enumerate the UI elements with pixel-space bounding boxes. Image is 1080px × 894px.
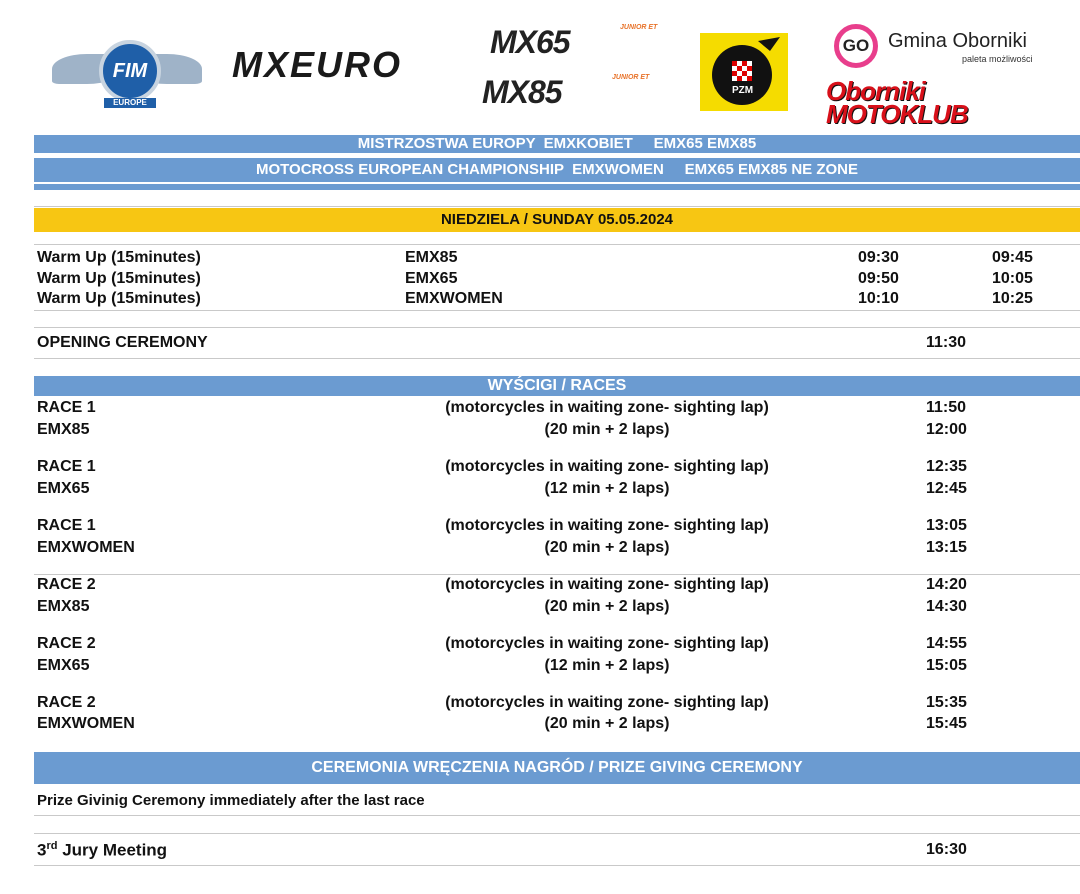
pzm-wheel-icon <box>700 33 788 111</box>
race-note: (motorcycles in waiting zone- sighting lap) <box>445 694 769 711</box>
day-title: NIEDZIELA / SUNDAY 05.05.2024 <box>440 211 674 228</box>
race-duration: (12 min + 2 laps) <box>544 480 670 497</box>
race-duration: (20 min + 2 laps) <box>544 715 670 732</box>
fim-logo-sub: EUROPE <box>104 98 156 108</box>
warmup-class: EMX65 <box>405 270 458 287</box>
gmina-tagline: paleta możliwości <box>962 54 1033 64</box>
warmup-start: 09:50 <box>858 270 899 287</box>
header-title-pl: MISTRZOSTWA EUROPY EMXKOBIET EMX65 EMX85 <box>357 135 757 152</box>
jury-ordinal: rd <box>46 840 58 852</box>
warmup-label: Warm Up (15minutes) <box>37 290 201 307</box>
mx85-logo-text: MX85 <box>482 74 562 110</box>
mx65-logo <box>490 24 660 60</box>
race-time-waiting: 15:35 <box>926 694 967 711</box>
races-band <box>34 376 1080 396</box>
race-note: (motorcycles in waiting zone- sighting lap) <box>445 635 769 652</box>
divider <box>34 865 1080 866</box>
race-duration: (20 min + 2 laps) <box>544 539 670 556</box>
race-number: RACE 2 <box>37 635 96 652</box>
jury-meeting-label <box>37 840 167 861</box>
divider <box>34 358 1080 359</box>
race-time-start: 15:05 <box>926 657 967 674</box>
oborniki-motoklub-logo: Oborniki MOTOKLUB <box>826 80 968 126</box>
divider <box>34 206 1080 207</box>
warmup-start: 09:30 <box>858 249 899 266</box>
divider <box>34 244 1080 245</box>
race-number: RACE 1 <box>37 517 96 534</box>
race-note: (motorcycles in waiting zone- sighting lap) <box>445 517 769 534</box>
header-band-pl <box>34 135 1080 153</box>
race-note: (motorcycles in waiting zone- sighting lap) <box>445 458 769 475</box>
mxeuro-logo: MXEURO <box>232 44 403 85</box>
race-number: RACE 1 <box>37 458 96 475</box>
race-duration: (20 min + 2 laps) <box>544 421 670 438</box>
race-class: EMXWOMEN <box>37 539 135 556</box>
header-band-spacer <box>34 184 1080 190</box>
warmup-end: 10:05 <box>992 270 1033 287</box>
race-time-start: 12:00 <box>926 421 967 438</box>
race-number: RACE 2 <box>37 576 96 593</box>
mx85-junior-text: JUNIOR ET <box>612 74 650 81</box>
prize-title: CEREMONIA WRĘCZENIA NAGRÓD / PRIZE GIVING CEREMONY <box>311 759 803 776</box>
jury-number: 3 <box>37 840 47 860</box>
opening-ceremony-label: OPENING CEREMONY <box>37 334 208 351</box>
divider <box>34 327 1080 328</box>
race-time-waiting: 14:20 <box>926 576 967 593</box>
race-class: EMX85 <box>37 598 90 615</box>
divider <box>34 815 1080 816</box>
go-badge: GO <box>834 24 878 68</box>
race-number: RACE 1 <box>37 399 96 416</box>
mx65-logo-text: MX65 <box>490 24 570 60</box>
warmup-end: 09:45 <box>992 249 1033 266</box>
warmup-end: 10:25 <box>992 290 1033 307</box>
gmina-name: Gmina Oborniki <box>888 30 1027 52</box>
pzm-logo-text: PZM <box>732 85 754 96</box>
divider <box>34 574 1080 575</box>
race-time-start: 15:45 <box>926 715 967 732</box>
jury-meeting-time: 16:30 <box>926 841 967 858</box>
races-title: WYŚCIGI / RACES <box>487 377 627 394</box>
race-class: EMX85 <box>37 421 90 438</box>
jury-text: Jury Meeting <box>62 840 168 860</box>
divider <box>34 833 1080 834</box>
race-time-waiting: 11:50 <box>926 399 967 416</box>
race-time-waiting: 12:35 <box>926 458 967 475</box>
warmup-label: Warm Up (15minutes) <box>37 249 201 266</box>
header-band-en <box>34 158 1080 182</box>
race-number: RACE 2 <box>37 694 96 711</box>
race-note: (motorcycles in waiting zone- sighting lap) <box>445 399 769 416</box>
mx65-junior-text: JUNIOR ET <box>620 24 658 31</box>
warmup-class: EMX85 <box>405 249 458 266</box>
race-class: EMX65 <box>37 657 90 674</box>
day-band <box>34 208 1080 232</box>
warmup-class: EMXWOMEN <box>405 290 503 307</box>
pzm-logo <box>700 33 788 111</box>
race-note: (motorcycles in waiting zone- sighting lap) <box>445 576 769 593</box>
warmup-start: 10:10 <box>858 290 899 307</box>
race-class: EMX65 <box>37 480 90 497</box>
mx85-logo <box>482 74 652 110</box>
warmup-label: Warm Up (15minutes) <box>37 270 201 287</box>
header-title-en: MOTOCROSS EUROPEAN CHAMPIONSHIP EMXWOMEN EMX65 EMX85 NE ZONE <box>255 161 859 178</box>
divider <box>34 310 1080 311</box>
race-duration: (12 min + 2 laps) <box>544 657 670 674</box>
race-time-waiting: 13:05 <box>926 517 967 534</box>
fim-europe-logo <box>52 36 202 112</box>
fim-logo-text: FIM <box>99 40 161 102</box>
race-class: EMXWOMEN <box>37 715 135 732</box>
race-time-start: 12:45 <box>926 480 967 497</box>
race-time-start: 14:30 <box>926 598 967 615</box>
race-time-waiting: 14:55 <box>926 635 967 652</box>
prize-band <box>34 752 1080 784</box>
prize-note: Prize Givinig Ceremony immediately after the last race <box>37 792 425 809</box>
race-time-start: 13:15 <box>926 539 967 556</box>
opening-ceremony-time: 11:30 <box>926 334 967 351</box>
race-duration: (20 min + 2 laps) <box>544 598 670 615</box>
